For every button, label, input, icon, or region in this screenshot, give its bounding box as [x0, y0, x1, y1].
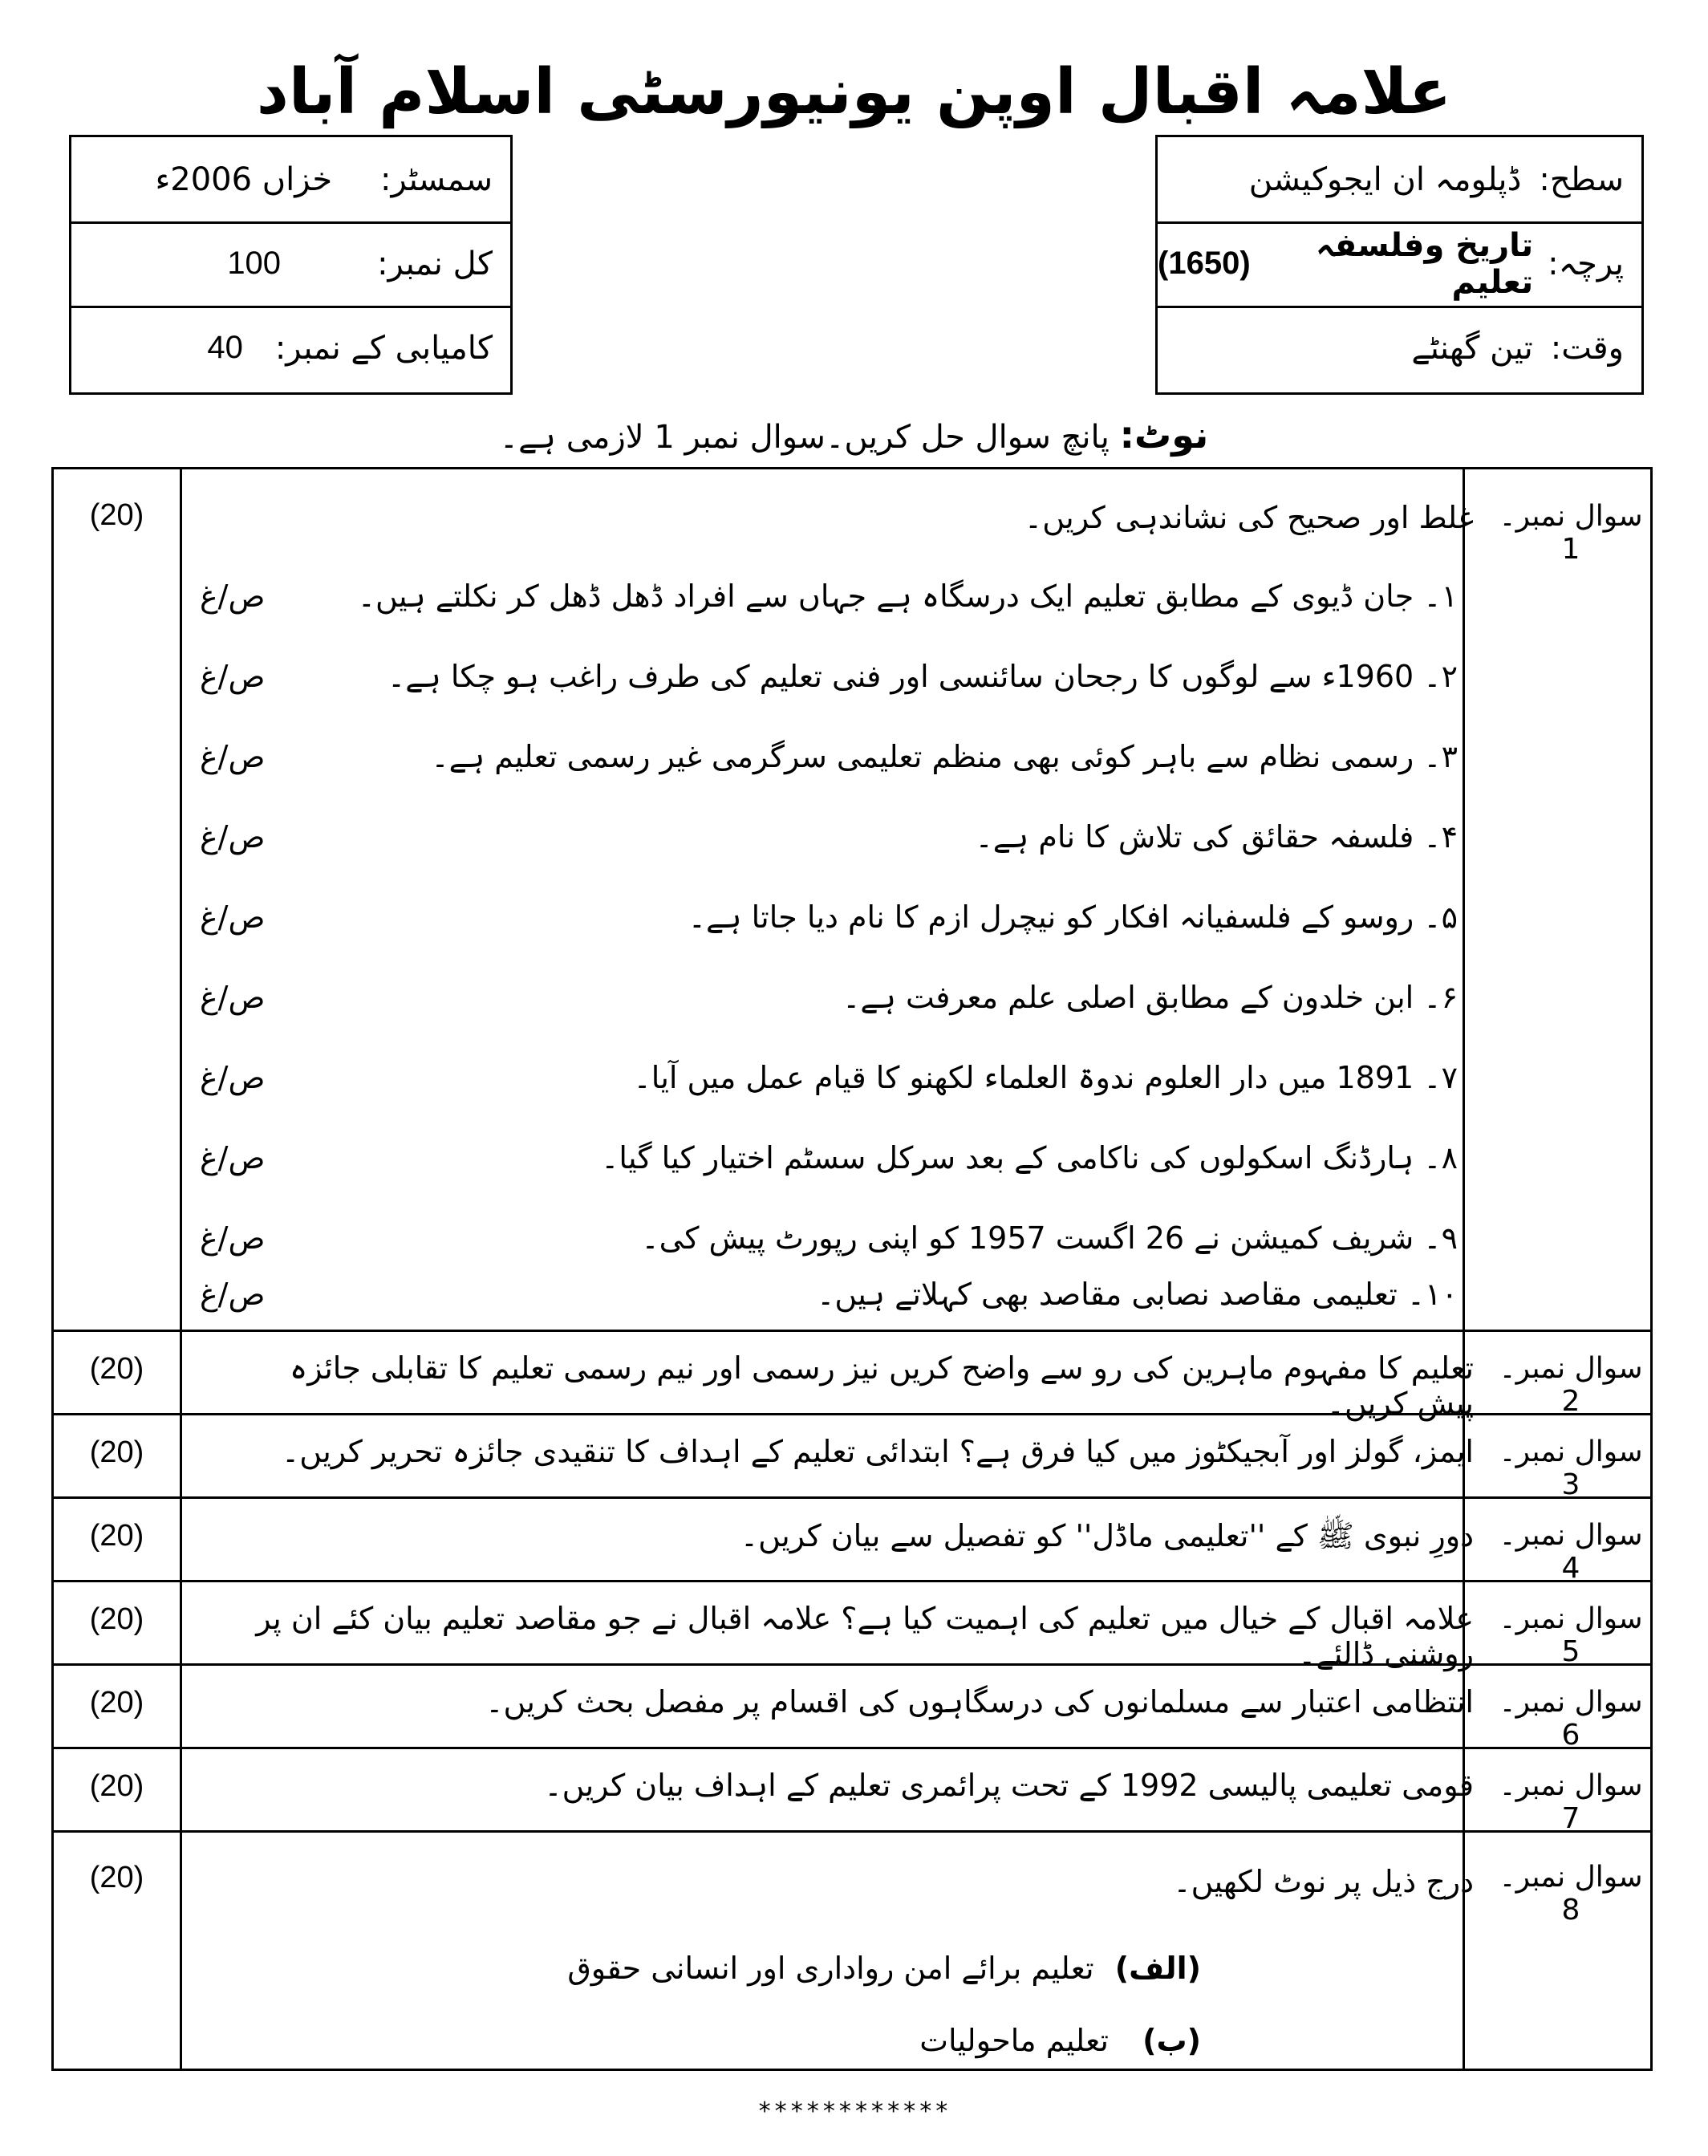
true-false-mark: ص/غ [200, 659, 266, 694]
question-8-intro: درج ذیل پر نوٹ لکھیں۔ [1173, 1864, 1474, 1899]
paper-code: (1650) [1158, 246, 1251, 281]
question-3-marks: (20) [89, 1435, 144, 1469]
paper-value: تاریخ وفلسفہ تعلیم [1316, 226, 1534, 301]
question-4-label: سوال نمبر۔4 [1499, 1519, 1643, 1585]
question-1-item: ۱۰۔ تعلیمی مقاصد نصابی مقاصد بھی کہلاتے ہیں۔ [817, 1277, 1458, 1312]
question-8-part-b [318, 2023, 1201, 2058]
end-marker: ************ [757, 2097, 951, 2126]
question-5-label: سوال نمبر۔5 [1499, 1602, 1643, 1668]
question-8-label: سوال نمبر۔8 [1499, 1861, 1643, 1927]
instructions-note [0, 413, 1708, 457]
true-false-mark: ص/غ [200, 1060, 266, 1095]
question-2-text: تعلیم کا مفہوم ماہرین کی رو سے واضح کریں نیز رسمی اور نیم رسمی تعلیم کا تقابلی جائزہ پیش کریں۔ [289, 1350, 1474, 1421]
true-false-mark: ص/غ [200, 980, 266, 1015]
question-7-text: قومی تعلیمی پالیسی 1992 کے تحت پرائمری تعلیم کے اہداف بیان کریں۔ [544, 1768, 1474, 1803]
semester-row [71, 137, 510, 224]
part-a-key: (الف) [1114, 1951, 1201, 1986]
row-divider [54, 1830, 1650, 1833]
question-1-item: ۷۔ 1891 میں دار العلوم ندوۃ العلماء لکھنو کا قیام عمل میں آیا۔ [633, 1060, 1458, 1095]
row-divider [54, 1330, 1650, 1332]
part-a-text: تعلیم برائے امن رواداری اور انسانی حقوق [567, 1951, 1094, 1986]
pass-marks-row [71, 306, 510, 390]
time-label: وقت: [1550, 329, 1624, 367]
question-3-text: ایمز، گولز اور آبجیکٹوز میں کیا فرق ہے؟ ابتدائی تعلیم کے اہداف کا تنقیدی جائزہ تحریر کریں۔ [282, 1434, 1474, 1469]
level-row [1158, 137, 1641, 224]
true-false-mark: ص/غ [200, 579, 266, 614]
question-6-label: سوال نمبر۔6 [1499, 1686, 1643, 1752]
question-6-text: انتظامی اعتبار سے مسلمانوں کی درسگاہوں کی اقسام پر مفصل بحث کریں۔ [485, 1684, 1474, 1720]
true-false-mark: ص/غ [200, 1277, 266, 1312]
question-4-text: دورِ نبوی ﷺ کے ''تعلیمی ماڈل'' کو تفصیل سے بیان کریں۔ [740, 1518, 1474, 1553]
pass-marks-label: کامیابی کے نمبر: [274, 329, 493, 367]
course-info-box [1155, 135, 1644, 395]
question-4-marks: (20) [89, 1519, 144, 1553]
part-b-text: تعلیم ماحولیات [919, 2023, 1109, 2058]
question-5-marks: (20) [89, 1602, 144, 1636]
question-6-marks: (20) [89, 1686, 144, 1720]
question-1-intro: غلط اور صحیح کی نشاندہی کریں۔ [1024, 500, 1474, 535]
question-1-item: ۴۔ فلسفہ حقائق کی تلاش کا نام ہے۔ [975, 819, 1458, 855]
row-divider [54, 1747, 1650, 1749]
question-8-marks: (20) [89, 1861, 144, 1894]
question-1-label: سوال نمبر۔1 [1499, 500, 1643, 566]
true-false-mark: ص/غ [200, 819, 266, 855]
paper-label: پرچہ: [1548, 245, 1624, 282]
question-1-item: ۸۔ ہارڈنگ اسکولوں کی ناکامی کے بعد سرکل سسٹم اختیار کیا گیا۔ [601, 1140, 1458, 1175]
question-7-label: سوال نمبر۔7 [1499, 1769, 1643, 1835]
question-1-item: ۵۔ روسو کے فلسفیانہ افکار کو نیچرل ازم کا نام دیا جاتا ہے۔ [688, 899, 1458, 935]
paper-row [1158, 221, 1641, 308]
total-marks-row [71, 221, 510, 308]
level-label: سطح: [1539, 160, 1624, 198]
questions-table [51, 467, 1653, 2071]
part-b-key: (ب) [1142, 2023, 1201, 2058]
question-3-label: سوال نمبر۔3 [1499, 1435, 1643, 1501]
note-text: پانچ سوال حل کریں۔سوال نمبر 1 لازمی ہے۔ [499, 419, 1110, 456]
row-divider [54, 1580, 1650, 1582]
question-7-marks: (20) [89, 1769, 144, 1803]
exam-info-box [69, 135, 513, 395]
time-row [1158, 306, 1641, 390]
true-false-mark: ص/غ [200, 899, 266, 935]
true-false-mark: ص/غ [200, 1140, 266, 1175]
question-5-text: علامہ اقبال کے خیال میں تعلیم کی اہمیت کیا ہے؟ علامہ اقبال نے جو مقاصد تعلیم بیان کئے ان پر روشنی ڈالئے۔ [256, 1601, 1474, 1671]
question-1-marks: (20) [89, 498, 144, 532]
semester-label: سمسٹر: [380, 160, 493, 198]
semester-value: خزاں 2006ء [155, 160, 333, 198]
marks-column-divider [180, 469, 182, 2069]
note-heading: نوٹ: [1119, 413, 1209, 457]
true-false-mark: ص/غ [200, 739, 266, 774]
question-1-item: ۹۔ شریف کمیشن نے 26 اگست 1957 کو اپنی رپورٹ پیش کی۔ [641, 1220, 1458, 1256]
time-value: تین گھنٹے [1411, 329, 1533, 367]
question-1-item: ۶۔ ابن خلدون کے مطابق اصلی علم معرفت ہے۔ [842, 980, 1458, 1015]
label-column-divider [1463, 469, 1465, 2069]
pass-marks-value: 40 [207, 330, 243, 365]
question-8-part-a [318, 1951, 1201, 1986]
total-marks-label: کل نمبر: [377, 245, 493, 282]
question-1-item: ۳۔ رسمی نظام سے باہر کوئی بھی منظم تعلیمی سرگرمی غیر رسمی تعلیم ہے۔ [431, 739, 1458, 774]
university-title: علامہ اقبال اوپن یونیورسٹی اسلام آباد [256, 56, 1452, 128]
question-2-label: سوال نمبر۔2 [1499, 1352, 1643, 1418]
question-1-item: ۱۔ جان ڈیوی کے مطابق تعلیم ایک درسگاہ ہے جہاں سے افراد ڈھل ڈھل کر نکلتے ہیں۔ [357, 579, 1458, 614]
question-2-marks: (20) [89, 1352, 144, 1386]
true-false-mark: ص/غ [200, 1220, 266, 1256]
level-value: ڈپلومہ ان ایجوکیشن [1248, 160, 1522, 198]
question-1-item: ۲۔ 1960ء سے لوگوں کا رجحان سائنسی اور فنی تعلیم کی طرف راغب ہو چکا ہے۔ [387, 659, 1458, 694]
row-divider [54, 1496, 1650, 1499]
total-marks-value: 100 [227, 246, 282, 281]
